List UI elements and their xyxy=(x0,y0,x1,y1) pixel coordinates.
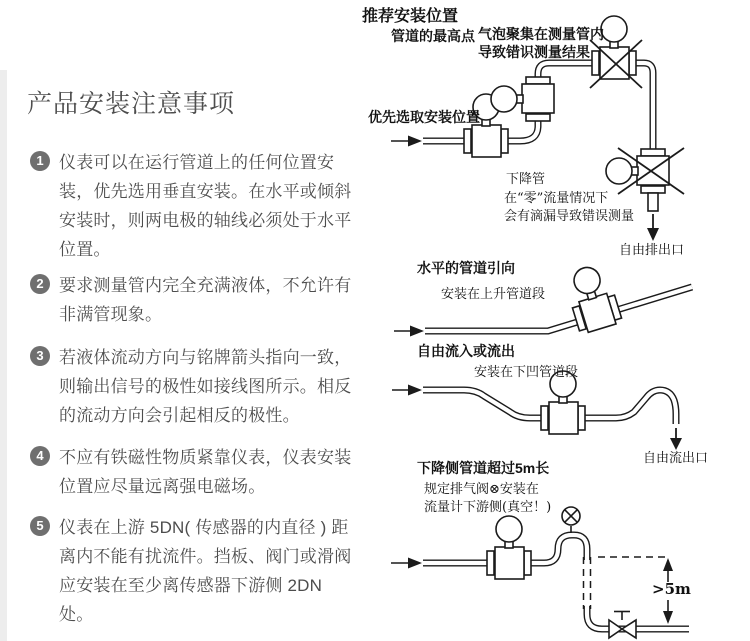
item-number-badge: 1 xyxy=(30,151,50,171)
d1-highest-point-header: 管道的最高点 xyxy=(391,28,475,44)
diagram-sag-segment xyxy=(392,371,682,450)
note-text: 仪表在上游 5DN( 传感器的内直径 ) 距离内不能有扰流件。挡板、阀门或滑阀应安装在至少离传感器下游侧 2DN 处。 xyxy=(59,518,352,624)
note-text: 不应有铁磁性物质紧靠仪表，仪表安装位置应尽量远离强电磁场。 xyxy=(59,448,352,496)
d1-preferred-location-header: 优先选取安装位置 xyxy=(368,109,480,125)
d4-dimension-label: >5m xyxy=(652,580,691,598)
note-text: 若液体流动方向与铭牌箭头指向一致，则输出信号的极性如接线图所示。相反的流动方向会引起相反的极性。 xyxy=(59,348,352,425)
d1-leak-note: 会有滴漏导致错误测量 xyxy=(504,209,635,224)
d4-descending-side-header: 下降侧管道超过5m长 xyxy=(417,460,550,476)
diagram-descending-side xyxy=(391,507,689,638)
item-number-badge: 5 xyxy=(30,516,50,536)
d2-rising-segment-note: 安装在上升管道段 xyxy=(441,287,546,302)
item-number-badge: 4 xyxy=(30,446,50,466)
flow-meter-crossed-drop xyxy=(606,149,669,193)
d1-bubble-note-line2: 导致错识测量结果 xyxy=(478,44,590,60)
diagrams-title: 推荐安装位置 xyxy=(362,8,459,25)
item-number-badge: 3 xyxy=(30,346,50,366)
flow-meter xyxy=(487,516,531,579)
page-title: 产品安装注意事项 xyxy=(27,90,236,118)
flow-meter-vertical-preferred xyxy=(491,77,554,121)
d1-bubble-note-line1: 气泡聚集在测量管内 xyxy=(478,26,604,42)
d1-downpipe-note: 下降管 xyxy=(506,172,546,187)
gate-valve-icon xyxy=(609,612,636,639)
item-number-badge: 2 xyxy=(30,274,50,294)
flow-meter-in-sag xyxy=(541,371,585,434)
note-text: 仪表可以在运行管道上的任何位置安装，优先选用垂直安装。在水平或倾斜安装时，则两电极的轴线必须处于水平位置。 xyxy=(59,153,352,259)
d3-free-flow-header: 自由流入或流出 xyxy=(417,343,515,359)
d3-free-outlet-label: 自由流出口 xyxy=(643,451,709,466)
d1-zero-flow-note: 在“零”流量情况下 xyxy=(504,191,609,206)
d1-free-outlet-label: 自由排出口 xyxy=(619,243,685,258)
d4-vacuum-note-line2: 流量计下游侧(真空！) xyxy=(424,500,552,515)
note-text: 要求测量管内完全充满液体，不允许有非满管现象。 xyxy=(59,276,352,324)
d3-sag-segment-note: 安装在下凹管道段 xyxy=(474,365,579,380)
d2-horizontal-run-header: 水平的管道引向 xyxy=(417,260,515,276)
air-vent-valve-icon xyxy=(562,507,580,533)
d4-vent-valve-note-line1: 规定排气阀⊗安装在 xyxy=(424,482,539,497)
